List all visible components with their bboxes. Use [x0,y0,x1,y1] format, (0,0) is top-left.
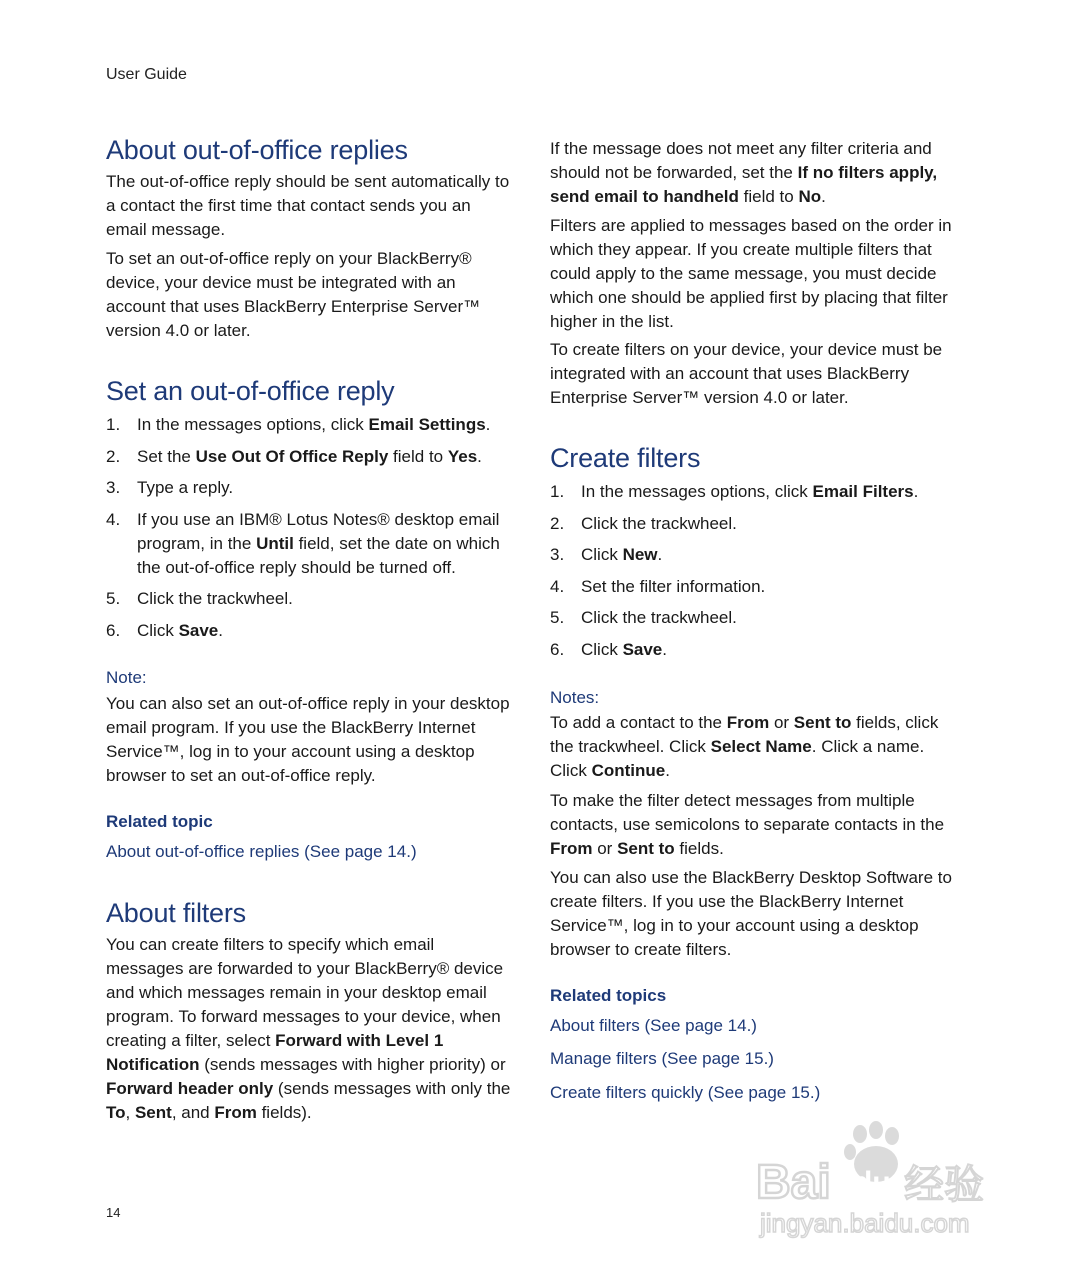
list-item: 6. Click Save. [106,620,223,640]
related-link-create-filters-quickly[interactable]: Create filters quickly (See page 15.) [550,1083,821,1102]
heading-about-out-of-office: About out-of-office replies [106,135,408,165]
list-item: 4. If you use an IBM® Lotus Notes® desktop email program, in the Until field, set the date on which the out-of-office reply should be turned off. [106,509,500,577]
page-number: 14 [106,1205,121,1220]
steps-list-set-reply [106,413,516,650]
svg-text:Bai: Bai [756,1156,831,1209]
steps-list-create-filters [550,480,960,669]
note-label: Note: [106,668,147,687]
list-item: 1. In the messages options, click Email Settings. [106,415,491,434]
note-text: You can also use the BlackBerry Desktop Software to create filters. If you use the BlackBerry Internet Service™, log in to your account using a desktop browser to create filters. [550,868,952,959]
list-item: 6. Click Save. [550,639,667,659]
note-text: You can also set an out-of-office reply in your desktop email program. If you use the BlackBerry Internet Service™, log in to your account using a desktop browser to set an out-of-office reply. [106,694,510,785]
list-item: 5. Click the trackwheel. [550,608,737,627]
heading-set-out-of-office: Set an out-of-office reply [106,376,395,406]
list-item: 3. Click New. [550,545,663,564]
paragraph: If the message does not meet any filter criteria and should not be forwarded, set the If no filters apply, send email to handheld field to No. [550,139,938,206]
related-link-manage-filters[interactable]: Manage filters (See page 15.) [550,1049,774,1068]
svg-text:du: du [854,1166,891,1199]
baidu-watermark [752,1120,1012,1240]
paragraph: To set an out-of-office reply on your BlackBerry® device, your device must be integrated with an account that uses BlackBerry Enterprise Server™ version 4.0 or later. [106,249,481,340]
paragraph: The out-of-office reply should be sent automatically to a contact the first time that contact sends you an email message. [106,172,510,239]
related-topic-label: Related topic [106,812,213,831]
list-item: 5. Click the trackwheel. [106,589,293,608]
paragraph: To create filters on your device, your device must be integrated with an account that uses BlackBerry Enterprise Server™ version 4.0 or later. [550,340,943,407]
paw-icon [844,1121,899,1182]
related-link-out-of-office[interactable]: About out-of-office replies (See page 14.) [106,842,417,861]
related-topics-label: Related topics [550,986,667,1005]
svg-text:经验: 经验 [904,1162,984,1208]
svg-text:jingyan.baidu.com: jingyan.baidu.com [760,1208,970,1238]
list-item: 3. Type a reply. [106,478,234,497]
heading-create-filters: Create filters [550,443,701,473]
running-header: User Guide [106,66,187,83]
list-item: 2. Click the trackwheel. [550,513,737,533]
list-item: 4. Set the filter information. [550,576,766,596]
list-item: 1. In the messages options, click Email Filters. [550,482,919,501]
related-link-about-filters[interactable]: About filters (See page 14.) [550,1016,757,1035]
paragraph: Filters are applied to messages based on the order in which they appear. If you create multiple filters that could apply to the same message, you must decide which one should be applied first by placing that filter higher in the list. [550,216,952,331]
paragraph: You can create filters to specify which email messages are forwarded to your BlackBerry® device and which messages remain in your desktop email program. To forward messages to your device, when creating a filter, select Forward with Level 1 Notification (sends messages with higher priority) or Forward header only (sends messages with only the To, Sent, and From fields). [106,935,511,1122]
notes-label: Notes: [550,688,600,707]
note-text: To add a contact to the From or Sent to fields, click the trackwheel. Click Select Name. Click a name. Click Continue. [550,713,939,780]
list-item: 2. Set the Use Out Of Office Reply field to Yes. [106,446,482,466]
note-text: To make the filter detect messages from multiple contacts, use semicolons to separate contacts in the From or Sent to fields. [550,791,945,858]
heading-about-filters: About filters [106,898,246,928]
